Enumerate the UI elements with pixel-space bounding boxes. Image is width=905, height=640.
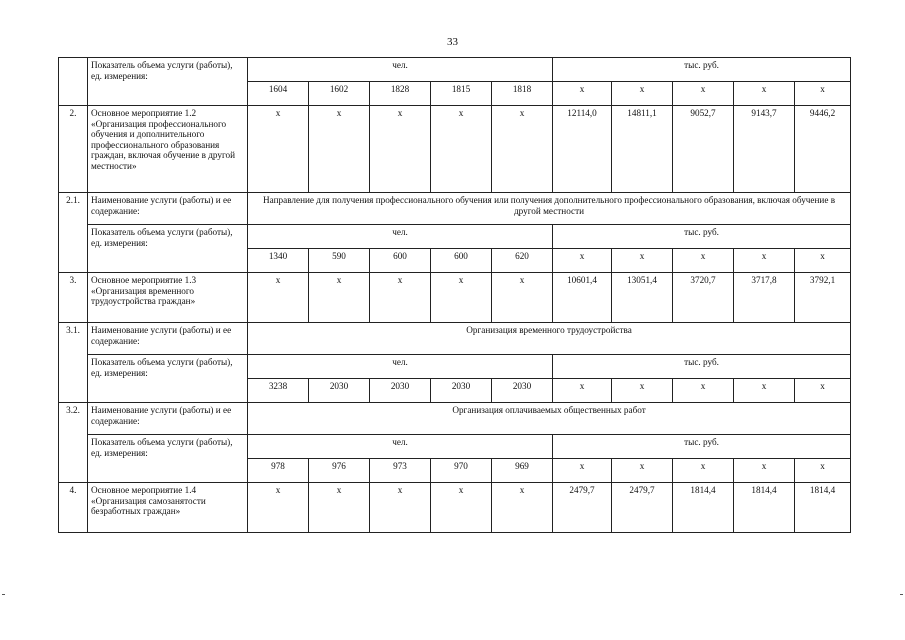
value-cell: х: [795, 459, 851, 483]
value-cell: 1818: [492, 82, 553, 106]
unit-money: тыс. руб.: [553, 355, 851, 379]
value-cell: 2030: [431, 379, 492, 403]
value-cell: 2030: [309, 379, 370, 403]
table-row: [59, 355, 851, 379]
service-label: Наименование услуги (работы) и ее содержание:: [88, 403, 248, 435]
table-row: [59, 273, 851, 323]
value-cell: 1814,4: [734, 483, 795, 533]
value-cell: 600: [431, 249, 492, 273]
scan-edge-mark: [2, 594, 5, 595]
value-cell: х: [795, 82, 851, 106]
value-cell: 1604: [248, 82, 309, 106]
value-cell: 969: [492, 459, 553, 483]
value-cell: 1815: [431, 82, 492, 106]
value-cell: 2479,7: [612, 483, 673, 533]
unit-people: чел.: [248, 58, 553, 82]
service-content: Направление для получения профессионального обучения или получения дополнительного профессионального образования, включая обучение в другой местности: [248, 193, 851, 225]
unit-people: чел.: [248, 435, 553, 459]
value-cell: 9052,7: [673, 106, 734, 193]
value-cell: х: [553, 379, 612, 403]
value-cell: х: [795, 379, 851, 403]
row-number: 4.: [59, 483, 88, 533]
value-cell: х: [431, 106, 492, 193]
service-content: Организация временного трудоустройства: [248, 323, 851, 355]
value-cell: 973: [370, 459, 431, 483]
value-cell: 976: [309, 459, 370, 483]
value-cell: х: [553, 82, 612, 106]
value-cell: х: [673, 82, 734, 106]
value-cell: х: [734, 249, 795, 273]
value-cell: х: [734, 379, 795, 403]
value-cell: 600: [370, 249, 431, 273]
unit-money: тыс. руб.: [553, 435, 851, 459]
value-cell: х: [309, 273, 370, 323]
value-cell: 9143,7: [734, 106, 795, 193]
value-cell: 970: [431, 459, 492, 483]
row-number: 2.1.: [59, 193, 88, 273]
table-row: [59, 323, 851, 355]
value-cell: х: [492, 273, 553, 323]
value-cell: х: [612, 249, 673, 273]
value-cell: 3717,8: [734, 273, 795, 323]
indicator-label: Показатель объема услуги (работы), ед. измерения:: [88, 225, 248, 273]
indicator-label: Показатель объема услуги (работы), ед. измерения:: [88, 58, 248, 106]
value-cell: х: [370, 483, 431, 533]
scan-edge-mark: [900, 594, 903, 595]
value-cell: х: [309, 483, 370, 533]
value-cell: х: [309, 106, 370, 193]
value-cell: 1814,4: [795, 483, 851, 533]
value-cell: х: [370, 273, 431, 323]
service-content: Организация оплачиваемых общественных работ: [248, 403, 851, 435]
table-row: [59, 403, 851, 435]
unit-people: чел.: [248, 225, 553, 249]
row-number: 2.: [59, 106, 88, 193]
unit-money: тыс. руб.: [553, 225, 851, 249]
table-row: [59, 435, 851, 459]
value-cell: 620: [492, 249, 553, 273]
service-label: Наименование услуги (работы) и ее содержание:: [88, 193, 248, 225]
row-number: 3.: [59, 273, 88, 323]
value-cell: х: [553, 459, 612, 483]
value-cell: 3792,1: [795, 273, 851, 323]
value-cell: х: [673, 249, 734, 273]
value-cell: 2479,7: [553, 483, 612, 533]
indicator-label: Показатель объема услуги (работы), ед. измерения:: [88, 435, 248, 483]
page-number: 33: [447, 36, 458, 48]
value-cell: х: [492, 106, 553, 193]
measure-description: Основное мероприятие 1.4 «Организация самозанятости безработных граждан»: [88, 483, 248, 533]
value-cell: х: [431, 483, 492, 533]
value-cell: 3238: [248, 379, 309, 403]
value-cell: х: [248, 273, 309, 323]
table-row: [59, 483, 851, 533]
table-row: [59, 58, 851, 82]
value-cell: х: [370, 106, 431, 193]
value-cell: х: [673, 459, 734, 483]
value-cell: 978: [248, 459, 309, 483]
value-cell: х: [734, 82, 795, 106]
measure-description: Основное мероприятие 1.3 «Организация временного трудоустройства граждан»: [88, 273, 248, 323]
value-cell: х: [248, 483, 309, 533]
value-cell: х: [431, 273, 492, 323]
value-cell: 1814,4: [673, 483, 734, 533]
unit-money: тыс. руб.: [553, 58, 851, 82]
value-cell: 10601,4: [553, 273, 612, 323]
table-row: [59, 106, 851, 193]
value-cell: х: [612, 459, 673, 483]
indicator-label: Показатель объема услуги (работы), ед. измерения:: [88, 355, 248, 403]
value-cell: 14811,1: [612, 106, 673, 193]
value-cell: 12114,0: [553, 106, 612, 193]
program-table: [58, 57, 851, 533]
value-cell: 1602: [309, 82, 370, 106]
value-cell: х: [612, 82, 673, 106]
unit-people: чел.: [248, 355, 553, 379]
value-cell: 590: [309, 249, 370, 273]
value-cell: х: [795, 249, 851, 273]
measure-description: Основное мероприятие 1.2 «Организация профессионального обучения и дополнительного профессионального образования граждан, включая обучение в другой местности»: [88, 106, 248, 193]
value-cell: х: [612, 379, 673, 403]
value-cell: х: [553, 249, 612, 273]
value-cell: 13051,4: [612, 273, 673, 323]
value-cell: х: [248, 106, 309, 193]
value-cell: х: [734, 459, 795, 483]
value-cell: 3720,7: [673, 273, 734, 323]
table-row: [59, 193, 851, 225]
value-cell: х: [673, 379, 734, 403]
service-label: Наименование услуги (работы) и ее содержание:: [88, 323, 248, 355]
value-cell: 1828: [370, 82, 431, 106]
value-cell: 9446,2: [795, 106, 851, 193]
table-row: [59, 225, 851, 249]
value-cell: 2030: [492, 379, 553, 403]
row-number: 3.1.: [59, 323, 88, 403]
value-cell: 1340: [248, 249, 309, 273]
value-cell: 2030: [370, 379, 431, 403]
value-cell: х: [492, 483, 553, 533]
row-number: 3.2.: [59, 403, 88, 483]
